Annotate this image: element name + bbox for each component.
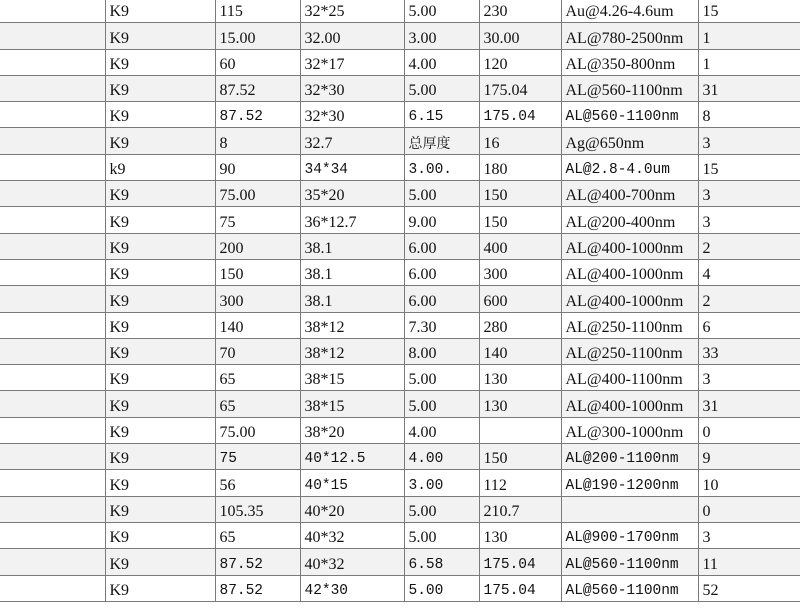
row-index-cell (0, 0, 105, 23)
quantity-cell: 11 (698, 549, 800, 575)
value-cell (479, 417, 561, 443)
value-cell: 600 (479, 286, 561, 312)
material-cell: K9 (105, 286, 215, 312)
material-cell: K9 (105, 496, 215, 522)
material-cell: K9 (105, 128, 215, 154)
material-cell: K9 (105, 23, 215, 49)
size-cell: 40*32 (300, 549, 404, 575)
coating-cell: AL@400-1000nm (561, 286, 698, 312)
value-cell: 280 (479, 312, 561, 338)
diameter-cell: 140 (215, 312, 300, 338)
diameter-cell: 115 (215, 0, 300, 23)
material-cell: K9 (105, 75, 215, 101)
thickness-cell: 5.00 (404, 575, 479, 601)
quantity-cell: 31 (698, 75, 800, 101)
value-cell: 210.7 (479, 496, 561, 522)
material-cell: K9 (105, 338, 215, 364)
table-row (0, 181, 800, 207)
table-row (0, 444, 800, 470)
row-index-cell (0, 522, 105, 548)
quantity-cell: 8 (698, 102, 800, 128)
value-cell: 130 (479, 365, 561, 391)
table-row (0, 0, 800, 23)
row-index-cell (0, 207, 105, 233)
coating-cell: AL@250-1100nm (561, 312, 698, 338)
coating-cell: AL@400-700nm (561, 181, 698, 207)
table-row (0, 575, 800, 601)
material-cell: k9 (105, 154, 215, 180)
row-index-cell (0, 338, 105, 364)
quantity-cell: 4 (698, 259, 800, 285)
diameter-cell: 56 (215, 470, 300, 496)
size-cell: 38*12 (300, 312, 404, 338)
thickness-cell: 9.00 (404, 207, 479, 233)
row-index-cell (0, 549, 105, 575)
material-cell: K9 (105, 470, 215, 496)
table-row (0, 338, 800, 364)
material-cell: K9 (105, 444, 215, 470)
size-cell: 38*15 (300, 365, 404, 391)
diameter-cell: 87.52 (215, 102, 300, 128)
coating-cell: AL@400-1100nm (561, 365, 698, 391)
row-index-cell (0, 575, 105, 601)
table-row (0, 49, 800, 75)
quantity-cell: 3 (698, 207, 800, 233)
value-cell: 175.04 (479, 575, 561, 601)
diameter-cell: 60 (215, 49, 300, 75)
material-cell: K9 (105, 312, 215, 338)
material-cell: K9 (105, 549, 215, 575)
coating-cell: AL@400-1000nm (561, 391, 698, 417)
diameter-cell: 75.00 (215, 181, 300, 207)
row-index-cell (0, 75, 105, 101)
material-cell: K9 (105, 0, 215, 23)
quantity-cell: 1 (698, 49, 800, 75)
quantity-cell: 33 (698, 338, 800, 364)
quantity-cell: 9 (698, 444, 800, 470)
row-index-cell (0, 417, 105, 443)
thickness-cell: 5.00 (404, 365, 479, 391)
thickness-cell: 6.00 (404, 233, 479, 259)
quantity-cell: 31 (698, 391, 800, 417)
table-row (0, 128, 800, 154)
row-index-cell (0, 365, 105, 391)
table-row (0, 207, 800, 233)
thickness-cell: 5.00 (404, 522, 479, 548)
diameter-cell: 150 (215, 259, 300, 285)
material-cell: K9 (105, 391, 215, 417)
value-cell: 400 (479, 233, 561, 259)
size-cell: 38.1 (300, 259, 404, 285)
table-row (0, 522, 800, 548)
thickness-cell: 4.00 (404, 417, 479, 443)
coating-cell: AL@560-1100nm (561, 549, 698, 575)
material-cell: K9 (105, 181, 215, 207)
row-index-cell (0, 49, 105, 75)
material-cell: K9 (105, 365, 215, 391)
table-row (0, 102, 800, 128)
row-index-cell (0, 259, 105, 285)
table-row (0, 23, 800, 49)
size-cell: 35*20 (300, 181, 404, 207)
quantity-cell: 3 (698, 181, 800, 207)
value-cell: 120 (479, 49, 561, 75)
coating-cell: AL@250-1100nm (561, 338, 698, 364)
diameter-cell: 75 (215, 444, 300, 470)
thickness-cell: 7.30 (404, 312, 479, 338)
quantity-cell: 6 (698, 312, 800, 338)
value-cell: 130 (479, 391, 561, 417)
size-cell: 38*15 (300, 391, 404, 417)
coating-cell: AL@350-800nm (561, 49, 698, 75)
quantity-cell: 1 (698, 23, 800, 49)
thickness-cell: 5.00 (404, 391, 479, 417)
coating-cell: AL@300-1000nm (561, 417, 698, 443)
quantity-cell: 3 (698, 365, 800, 391)
value-cell: 230 (479, 0, 561, 23)
thickness-cell: 5.00 (404, 496, 479, 522)
diameter-cell: 75.00 (215, 417, 300, 443)
value-cell: 150 (479, 181, 561, 207)
quantity-cell: 52 (698, 575, 800, 601)
thickness-cell: 6.58 (404, 549, 479, 575)
diameter-cell: 8 (215, 128, 300, 154)
thickness-cell: 3.00 (404, 470, 479, 496)
coating-cell: AL@560-1100nm (561, 102, 698, 128)
quantity-cell: 3 (698, 522, 800, 548)
coating-cell: AL@200-400nm (561, 207, 698, 233)
diameter-cell: 65 (215, 365, 300, 391)
thickness-cell: 5.00 (404, 75, 479, 101)
thickness-cell: 5.00 (404, 181, 479, 207)
coating-cell: AL@780-2500nm (561, 23, 698, 49)
thickness-cell: 3.00 (404, 23, 479, 49)
diameter-cell: 87.52 (215, 549, 300, 575)
size-cell: 32*25 (300, 0, 404, 23)
quantity-cell: 0 (698, 496, 800, 522)
coating-cell: Au@4.26-4.6um (561, 0, 698, 23)
coating-cell: Ag@650nm (561, 128, 698, 154)
coating-cell: AL@400-1000nm (561, 233, 698, 259)
thickness-cell: 8.00 (404, 338, 479, 364)
thickness-cell: 6.00 (404, 259, 479, 285)
row-index-cell (0, 154, 105, 180)
coating-cell: AL@190-1200nm (561, 470, 698, 496)
quantity-cell: 3 (698, 128, 800, 154)
table-row (0, 286, 800, 312)
size-cell: 36*12.7 (300, 207, 404, 233)
table-row (0, 365, 800, 391)
table-row (0, 154, 800, 180)
quantity-cell: 2 (698, 286, 800, 312)
size-cell: 40*20 (300, 496, 404, 522)
coating-cell (561, 496, 698, 522)
value-cell: 175.04 (479, 549, 561, 575)
size-cell: 38.1 (300, 286, 404, 312)
diameter-cell: 75 (215, 207, 300, 233)
thickness-cell: 4.00 (404, 444, 479, 470)
thickness-cell: 总厚度 (404, 128, 479, 154)
row-index-cell (0, 233, 105, 259)
table-row (0, 259, 800, 285)
value-cell: 140 (479, 338, 561, 364)
table-row (0, 75, 800, 101)
size-cell: 32*17 (300, 49, 404, 75)
table-row (0, 549, 800, 575)
quantity-cell: 15 (698, 0, 800, 23)
value-cell: 130 (479, 522, 561, 548)
coating-cell: AL@900-1700nm (561, 522, 698, 548)
row-index-cell (0, 128, 105, 154)
value-cell: 16 (479, 128, 561, 154)
size-cell: 40*12.5 (300, 444, 404, 470)
material-cell: K9 (105, 259, 215, 285)
diameter-cell: 70 (215, 338, 300, 364)
diameter-cell: 300 (215, 286, 300, 312)
material-cell: K9 (105, 522, 215, 548)
size-cell: 38*20 (300, 417, 404, 443)
material-cell: K9 (105, 207, 215, 233)
diameter-cell: 87.52 (215, 575, 300, 601)
diameter-cell: 90 (215, 154, 300, 180)
value-cell: 112 (479, 470, 561, 496)
diameter-cell: 87.52 (215, 75, 300, 101)
row-index-cell (0, 391, 105, 417)
coating-cell: AL@2.8-4.0um (561, 154, 698, 180)
table-row (0, 417, 800, 443)
size-cell: 40*15 (300, 470, 404, 496)
quantity-cell: 0 (698, 417, 800, 443)
value-cell: 175.04 (479, 102, 561, 128)
value-cell: 175.04 (479, 75, 561, 101)
diameter-cell: 65 (215, 391, 300, 417)
table-row (0, 470, 800, 496)
size-cell: 32*30 (300, 102, 404, 128)
table-row (0, 312, 800, 338)
material-cell: K9 (105, 49, 215, 75)
row-index-cell (0, 444, 105, 470)
row-index-cell (0, 496, 105, 522)
material-cell: K9 (105, 233, 215, 259)
coating-cell: AL@560-1100nm (561, 575, 698, 601)
thickness-cell: 5.00 (404, 0, 479, 23)
material-cell: K9 (105, 417, 215, 443)
size-cell: 42*30 (300, 575, 404, 601)
row-index-cell (0, 102, 105, 128)
value-cell: 300 (479, 259, 561, 285)
value-cell: 150 (479, 207, 561, 233)
coating-cell: AL@400-1000nm (561, 259, 698, 285)
size-cell: 40*32 (300, 522, 404, 548)
table-row (0, 233, 800, 259)
table-row (0, 391, 800, 417)
size-cell: 32.00 (300, 23, 404, 49)
quantity-cell: 10 (698, 470, 800, 496)
coating-cell: AL@200-1100nm (561, 444, 698, 470)
quantity-cell: 15 (698, 154, 800, 180)
size-cell: 38.1 (300, 233, 404, 259)
size-cell: 32.7 (300, 128, 404, 154)
thickness-cell: 4.00 (404, 49, 479, 75)
value-cell: 150 (479, 444, 561, 470)
row-index-cell (0, 312, 105, 338)
value-cell: 30.00 (479, 23, 561, 49)
value-cell: 180 (479, 154, 561, 180)
row-index-cell (0, 23, 105, 49)
quantity-cell: 2 (698, 233, 800, 259)
material-cell: K9 (105, 575, 215, 601)
thickness-cell: 3.00. (404, 154, 479, 180)
material-cell: K9 (105, 102, 215, 128)
row-index-cell (0, 470, 105, 496)
diameter-cell: 200 (215, 233, 300, 259)
diameter-cell: 105.35 (215, 496, 300, 522)
row-index-cell (0, 181, 105, 207)
thickness-cell: 6.00 (404, 286, 479, 312)
diameter-cell: 65 (215, 522, 300, 548)
thickness-cell: 6.15 (404, 102, 479, 128)
table-row (0, 496, 800, 522)
size-cell: 38*12 (300, 338, 404, 364)
diameter-cell: 15.00 (215, 23, 300, 49)
size-cell: 32*30 (300, 75, 404, 101)
row-index-cell (0, 286, 105, 312)
coating-cell: AL@560-1100nm (561, 75, 698, 101)
size-cell: 34*34 (300, 154, 404, 180)
